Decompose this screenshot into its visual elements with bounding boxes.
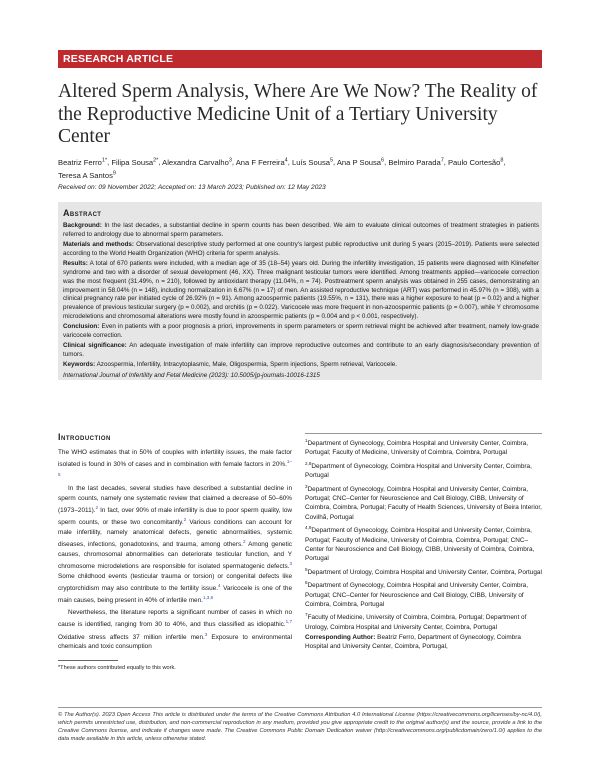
article-title: Altered Sperm Analysis, Where Are We Now? The Reality of the Reproductive Medicine Unit of a Tertiary University Center xyxy=(58,81,538,147)
reference-link[interactable]: 3 xyxy=(289,561,292,567)
introduction-heading: Introduction xyxy=(58,432,111,442)
intro-paragraph: In the last decades, several studies have described a substantial decline in sperm counts, namely one systematic review that claimed a decrease of 50–60% (1973–2011).$^2$ In fact, over 90% of male infertility is due to poor sperm quality, low sperm counts, or these two concomitantly.$^2$ Various conditions can account for male infertility, namely anatomical defects, genetic abnormalities, systemic diseases, infections, gonadotoxins, and trauma, among others.$^2$ Among genetic causes, chromosomal abnormalities can deteriorate testicular function, and Y chromosome microdeletions are responsible for isolated spermatogenic defects.$^3$ Some childhood events (testicular trauma or torsion) or congenital defects like cryptorchidism may also contribute to the fertility issue.$^4$ Varicocele is one of the main causes, being present in 40% of infertile men.$^{1,3,6}$ xyxy=(58,485,292,605)
affiliation-item: $^7$Faculty of Medicine, University of Coimbra, Coimbra, Portugal; Department of Urology, Coimbra Hospital and University Center, Coimbra, Portugal xyxy=(305,612,527,631)
author[interactable]: Teresa A Santos$^9$ xyxy=(58,170,116,180)
affiliation-item: $^{4,9}$Department of Gynecology, Coimbra Hospital and University Center, Coimbra, Portugal; Faculty of Medicine, University of Coimbra, Coimbra, Portugal; CNC–Center for Neuroscience and Cell Biology, CIBB, University of Coimbra, Coimbra, Portugal xyxy=(305,525,535,563)
author[interactable]: Belmiro Parada$^7$ xyxy=(388,157,444,167)
corresponding-author: Corresponding Author: Beatriz Ferro, Department of Gynecology, Coimbra Hospital and University Center, Coimbra, Portugal, xyxy=(305,634,521,651)
abstract-background: Background: In the last decades, a substantial decline in sperm counts has been described. We aim to evaluate clinical outcomes of treatment strategies in patients referred to andrology due to abnormal sperm parameters. xyxy=(63,222,539,238)
author[interactable]: Ana P Sousa$^6$ xyxy=(336,157,385,167)
author[interactable]: Paulo Cortesão$^8$ xyxy=(447,157,504,167)
license-statement: © The Author(s). 2023 Open Access This article is distributed under the terms of the Creative Commons Attribution 4.0 International License (https://creativecommons.org/licenses/by-nc/4.0/), which permits unrestricted use, distribution, and non-commercial reproduction in any medium, provided you give appropriate credit to the original author(s) and the source, provide a link to the Creative Commons license, and indicate if changes were made. The Creative Commons Public Domain Dedication waiver (http://creativecommons.org/publicdomain/zero/1.0/) applies to the data made available in this article, unless otherwise stated. xyxy=(58,712,542,742)
intro-paragraph: The WHO estimates that in 50% of couples with infertility issues, the male factor isolated is found in 30% of cases and in combination with female factors in 20%.$^{1-5}$ xyxy=(58,449,292,477)
abstract-conclusion: Conclusion: Even in patients with a poor prognosis a priori, improvements in sperm parameters or sperm retrieval might be achieved after treatment, namely low-grade varicocele correction. xyxy=(63,323,540,340)
abstract-heading: Abstract xyxy=(63,208,102,218)
abstract-keywords: Keywords: Azoospermia, Infertility, Intracytoplasmic, Male, Oligospermia, Sperm injections, Sperm retrieval, Varicocele. xyxy=(63,361,397,369)
affiliation-item: $^1$Department of Gynecology, Coimbra Hospital and University Center, Coimbra, Portugal; Faculty of Medicine, University of Coimbra, Coimbra, Portugal xyxy=(305,438,529,457)
affiliations xyxy=(305,436,542,653)
introduction-body xyxy=(58,448,292,653)
affiliations-divider xyxy=(305,433,542,434)
reference-link[interactable]: 2 xyxy=(183,517,187,523)
article-type-banner: RESEARCH ARTICLE xyxy=(58,50,542,68)
reference-link[interactable]: 1–5 xyxy=(58,459,292,477)
abstract-text xyxy=(63,222,539,382)
affiliation-item: $^6$Department of Gynecology, Coimbra Hospital and University Center, Coimbra, Portugal; CNC–Center for Neuroscience and Cell Biology, CIBB, University of Coimbra, Coimbra, Portugal xyxy=(305,580,529,608)
footnote-divider xyxy=(58,660,118,661)
author-list: Beatriz Ferro$^{1*}$, Filipa Sousa$^{2*}$, Alexandra Carvalho$^3$, Ana F Ferreira$^4$, Luís Sousa$^5$, Ana P Sousa$^6$, Belmiro Parada$^7$, Paulo Cortesão$^8$, Teresa A Santos$^9$ xyxy=(58,157,506,180)
author[interactable]: Ana F Ferreira$^4$ xyxy=(235,157,288,167)
publication-dates: Received on: 09 November 2022; Accepted on: 13 March 2023; Published on: 12 May 2023 xyxy=(58,184,326,191)
affiliation-item: $^3$Department of Gynecology, Coimbra Hospital and University Center, Coimbra, Portugal; CNC–Center for Neuroscience and Cell Biology, CIBB, University of Coimbra, Coimbra, Portugal; Faculty of Health Sciences, University of Beira Interior, Covilhã, Portugal xyxy=(305,483,542,521)
reference-link[interactable]: 3 xyxy=(204,631,208,637)
reference-link[interactable]: 2 xyxy=(242,539,246,545)
author[interactable]: Alexandra Carvalho$^3$ xyxy=(162,157,232,167)
author[interactable]: Luís Sousa$^5$ xyxy=(291,157,334,167)
abstract-methods: Materials and methods: Observational descriptive study performed at one country's largest public reproductive unit during 5 years (2015–2019). Patients were selected according to the World Health Organization (WHO) criteria for sperm analysis. xyxy=(63,241,539,257)
intro-paragraph: Nevertheless, the literature reports a significant number of cases in which no cause is identified, ranging from 30 to 40%, and thus classified as idiopathic.$^{1,7}$ Oxidative stress affects 37 million infertile men.$^3$ Exposure to environmental chemicals and toxic consumption xyxy=(58,608,293,651)
reference-link[interactable]: 1,7 xyxy=(285,619,292,625)
license-divider xyxy=(58,707,542,708)
journal-citation: International Journal of Infertility and Fetal Medicine (2023): 10.5005/jp-journals-10016-1315 xyxy=(63,371,320,379)
affiliation-item: $^{2,8}$Department of Gynecology, Coimbra Hospital and University Center, Coimbra, Portugal xyxy=(305,460,532,480)
reference-link[interactable]: 1,3,6 xyxy=(202,595,214,601)
affiliation-item: $^5$Department of Urology, Coimbra Hospital and University Center, Coimbra, Portugal xyxy=(305,566,542,576)
reference-link[interactable]: 2 xyxy=(95,504,99,510)
reference-link[interactable]: 4 xyxy=(218,582,221,588)
author[interactable]: Beatriz Ferro$^{1*}$ xyxy=(58,157,108,167)
abstract-results: Results: A total of 670 patients were included, with a median age of 35 (18–54) years old. During the infertility investigation, 15 patients were diagnosed with Klinefelter syndrome and two with a disorder of sexual development (46, XX). Three malignant testicular tumors were identified. Among treatments applied—varicocele correction was the most frequent (31.49%, n = 210), followed by antioxidant therapy (11.04%, n = 74). Posttreatment sperm analysis was obtained in 255 cases, demonstrating an improvement in 58.04% (n = 148), including normalization in 6.67% (n = 17) of men. An assisted reproductive technique (ART) was performed in 45.97% (n = 308), with a clinical pregnancy rate per initiated cycle of 26.92% (n = 91). Among azoospermic patients (19.55%, n = 131), there was a higher exposure to heat (p = 0.02) and a higher prevalence of previous testicular surgery (p = 0.002), and orchitis (p = 0.022). Varicocele was more frequent in non-azoospermic patients (p = 0.007), while Y chromosome microdeletions and chromosomal alterations were mostly found in azoospermic patients (p = 0.004 and p < 0.001, respectively). xyxy=(63,260,539,320)
abstract-significance: Clinical significance: An adequate investigation of male infertility can improve reproductive outcomes and contribute to an early diagnosis/secondary prevention of tumors. xyxy=(63,342,540,359)
equal-contribution-footnote: *These authors contributed equally to this work. xyxy=(58,665,176,671)
author[interactable]: Filipa Sousa$^{2*}$ xyxy=(111,157,159,167)
